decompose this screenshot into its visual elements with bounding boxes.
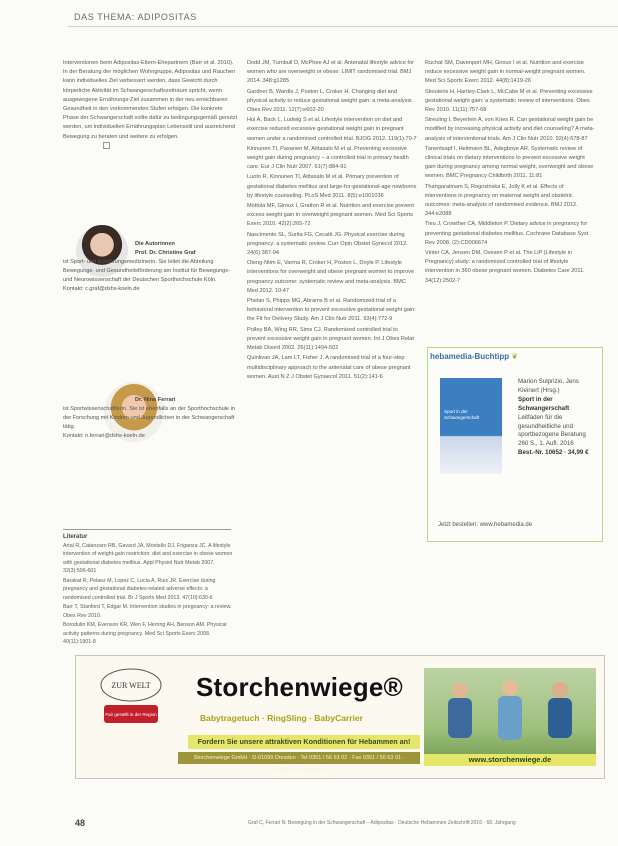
reference: Tieu J, Crowther CA, Middleton P. Dietary advice in pregnancy for preventing gestational diabetes mellitus. Cochrane Database Syst Rev 2008. (2):CD006674 (425, 221, 589, 246)
author-bio-ferrari (63, 396, 238, 441)
author-bio-graf (63, 240, 238, 294)
end-mark-icon (103, 142, 110, 149)
author-name: Dr. Nina Ferrari (135, 397, 176, 403)
body-paragraph: Interventionen beim Adipositas-Eltern-Ehepartnern (Barr et al. 2010). In der Beratung der möglichen Wohngruppe, Adipositas und Rauchen kann individuelles Ziel verbessert werden, dass Gewicht durch körperliche Aktivität im Schwangerschaftszeitraum spricht, wenn ausgewogene Ernährungs-Ziel zusammen in der neu erreichbaren Gesundheit in den vorkommenden Stufen erfolgen. Die konkrete Phase der Schwangerschaft sollte dafür zu bedingungsgemäß genutzt werden, um individuellen Ernährungsplan Lebensstil und ausreichend Bewegung zu beraten und weitere zu erfolgen. (63, 60, 238, 140)
reference: Kinnunen TI, Pasanen M, Aittasalo M et al. Preventing excessive weight gain during pregnancy – a controlled trial in primary health care. Eur J Clin Nutr 2007. 61(7):884-91 (247, 145, 409, 171)
book-authors: Marion Sulprizio, Jens Kleinert (Hrsg.) (518, 378, 579, 394)
author-bio: ist Sport- und Ernährungsmedizinerin. Sie leitet die Abteilung Bewegungs- und Gesundheitsförderung am Institut für Bewegungs- und Neurowissenschaft der Deutschen Sporthochschule Köln. (63, 259, 230, 283)
book-subtitle: Leitfaden für die gesundheitliche und sportbezogene Beratung (518, 413, 586, 439)
book-details (518, 378, 600, 458)
book-edition: 260 S., 1. Aufl. 2016 (518, 440, 574, 448)
family-photo-icon (424, 668, 596, 754)
reference: Hui A, Back L, Ludwig S et al. Lifestyle intervention on diet and exercise reduced excessive gestational weight gain in pregnant women under a randomised controlled trial. BJOG 2012. 119(1):70-7 (247, 117, 417, 142)
zur-welt-logo (96, 665, 166, 729)
reference: Barr T, Stanford T, Edgar M. Intervention studies in pregnancy: a review. Obes Rev 2010. (63, 604, 232, 619)
book-cover-title: Sport in der Schwangerschaft (444, 409, 480, 420)
references-column-3 (425, 59, 595, 287)
references-column-2 (247, 59, 417, 383)
reference: Polley BA, Wing RR, Sims CJ. Randomized controlled trial to prevent excessive weight gain in pregnant women. Int J Obes Relat Metab Disord 2002. 26(11):1494-502 (247, 326, 414, 352)
authors-heading: Die Autorinnen (135, 241, 175, 247)
author-name: Prof. Dr. Christine Graf (135, 250, 196, 256)
ad-photo (424, 668, 596, 754)
section-header: DAS THEMA: ADIPOSITAS (74, 12, 197, 22)
ad-url[interactable]: www.storchenwiege.de (424, 754, 596, 766)
book-cover[interactable] (440, 378, 502, 474)
book-tip-heading (430, 352, 518, 361)
reference: Gardner B, Wardle J, Poston L, Croker H. Changing diet and physical activity to reduce gestational weight gain: a meta-analysis. Obes Rev 2011. 12(7):e602-20 (247, 88, 414, 114)
footer-citation: Graf C, Ferrari N: Bewegung in der Schwangerschaft – Adipositas · Deutsche Hebammen Zeitschrift 2016 · 68. Jahrgang (248, 820, 516, 826)
reference: Borodulin KM, Evenson KR, Wen F, Herring AH, Benson AM. Physical activity patterns during pregnancy. Med Sci Sports Exerc 2008. 40(11):1901-8 (63, 622, 227, 645)
reference: Vinter CA, Jensen DM, Ovesen P et al. The LiP (Lifestyle in Pregnancy) study: a randomized controlled trial of lifestyle intervention in 360 obese pregnant women. Diabetes Care 2011. 34(12):2502-7 (425, 250, 585, 284)
book-order-number: Best.-Nr. 10652 · 34,99 € (518, 449, 589, 457)
ad-brand: Storchenwiege® (196, 672, 403, 702)
reference: Luoto R, Kinnunen TI, Aittasalo M et al. Primary prevention of gestational diabetes mellitus and large-for-gestational-age newborns by lifestyle counseling. PLoS Med 2011. 8(5):e1001036 (247, 174, 417, 199)
logo-badge: Fair gestellt in der Region (105, 712, 157, 717)
logo-text: ZUR WELT (111, 681, 151, 690)
reference: Quinlivan JA, Lam LT, Fisher J. A randomised trial of a four-step multidisciplinary approach to the antenatal care of obese pregnant women. Aust N Z J Obstet Gynaecol 2011. 51(2):141-6 (247, 355, 411, 380)
reference: Skouteris H, Hartley-Clark L, McCabe M et al. Preventing excessive gestational weight gain: a systematic review of interventions. Obes Rev 2010. 11(11):757-68 (425, 88, 593, 114)
book-tip-title: hebamedia-Buchtipp (430, 352, 510, 361)
book-order-link[interactable]: Jetzt bestellen: www.hebamedia.de (438, 522, 533, 528)
reference: Nascimento SL, Surita FG, Cecatti JG. Physical exercise during pregnancy: a systematic review. Curr Opin Obstet Gynecol 2012. 24(6):387-94 (247, 231, 408, 257)
ad-products: Babytragetuch · RingSling · BabyCarrier (200, 713, 363, 723)
author-contact[interactable]: Kontakt: n.ferrari@dshs-koeln.de (63, 433, 145, 439)
header-rule (68, 26, 618, 27)
leaf-icon: ❦ (511, 352, 519, 361)
author-bio: ist Sportwissenschaftlerin. Sie ist ebenfalls an der Sporthochschule in der Forschung mit Kindern und Jugendlichen in der Schwangerschaft tätig. (63, 406, 235, 430)
ad-offer: Fordern Sie unsere attraktiven Konditionen für Hebammen an! (188, 735, 420, 749)
literature-heading: Literatur (63, 534, 88, 540)
reference: Thangaratinam S, Rogozinska E, Jolly K et al. Effects of interventions in pregnancy on maternal weight and obstetric outcomes: meta-analysis of randomised evidence. BMJ 2012. 344:e2088 (425, 183, 578, 218)
literature-col1 (63, 533, 233, 648)
author-contact[interactable]: Kontakt: c.graf@dshs-koeln.de (63, 286, 140, 292)
reference: Mottola MF, Giroux I, Gratton R et al. Nutrition and exercise prevent excess weight gain in overweight pregnant women. Med Sci Sports Exerc 2010. 42(2):265-72 (247, 203, 414, 228)
book-title: Sport in der Schwangerschaft (518, 395, 570, 412)
reference: Artal R, Catanzaro RB, Gavard JA, Mostello DJ, Friganza JC. A lifestyle intervention of weight-gain restriction: diet and exercise in obese women with gestational diabetes mellitus. Appl Physiol Nutr Metab 2007. 32(3):596-601 (63, 542, 233, 574)
reference: Tanentsapf I, Heitmann BL, Adegboye AR. Systematic review of clinical trials on dietary interventions to prevent excessive weight gain during pregnancy among normal weight, overweight and obese women. BMC Pregnancy Childbirth 2011. 11:81 (425, 145, 594, 180)
reference: Dodd JM, Turnbull D, McPhee AJ et al. Antenatal lifestyle advice for women who are overweight or obese: LIMIT randomised trial. BMJ 2014. 348:g1285 (247, 60, 414, 85)
reference: Barakat R, Pelaez M, Lopez C, Lucia A, Ruiz JR. Exercise during pregnancy and gestational diabetes-related adverse effects: a randomised controlled trial. Br J Sports Med 2013. 47(10):630-6 (63, 577, 216, 601)
body-column-1 (63, 59, 238, 153)
reference: Oteng-Ntim E, Varma R, Croker H, Poston L, Doyle P. Lifestyle interventions for overweight and obese pregnant women to improve pregnancy outcome: systematic review and meta-analysis. BMC Med 2012. 10:47 (247, 260, 414, 294)
reference: Ruchat SM, Davenport MH, Giroux I et al. Nutrition and exercise reduce excessive weight gain in normal-weight pregnant women. Med Sci Sports Exerc 2012. 44(8):1419-26 (425, 60, 586, 85)
page-number: 48 (75, 818, 86, 828)
reference: Phelan S, Phipps MG, Abrams B et al. Randomized trial of a behavioral intervention to prevent excessive gestational weight gain: the Fit for Delivery Study. Am J Clin Nutr 2011. 93(4):772-9 (247, 298, 416, 323)
literature-rule (63, 529, 231, 530)
reference: Streuling I, Beyerlein A, von Kries R. Can gestational weight gain be modified by increasing physical activity and diet counseling? A meta-analysis of interventional trials. Am J Clin Nutr 2010. 92(4):678-87 (425, 117, 595, 142)
ad-contact: Storchenwiege GmbH · D-01099 Dresden · Tel 0351 / 56 63 02 · Fax 0351 / 56 63 01 · info@storchenwiege.de (178, 752, 420, 764)
